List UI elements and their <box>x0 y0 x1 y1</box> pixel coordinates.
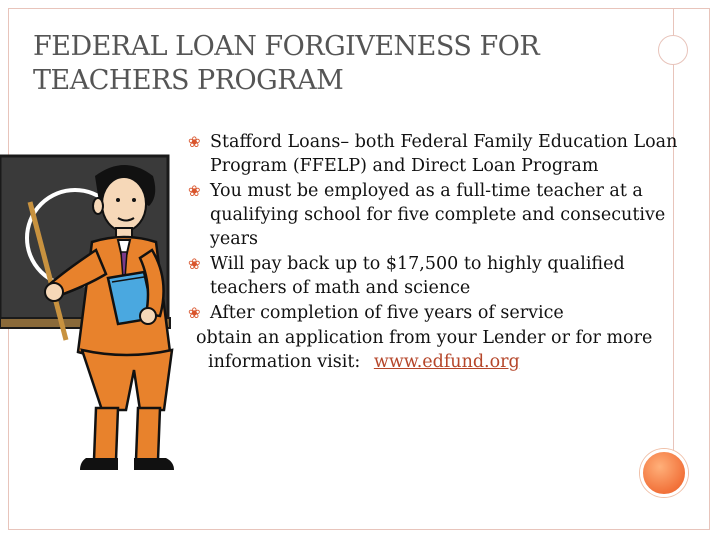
decorative-orange-dot-icon <box>640 449 688 497</box>
bullet-list <box>190 130 690 375</box>
teacher-illustration <box>0 150 190 490</box>
flower-bullet-icon: ❀ <box>188 304 201 322</box>
bullet-text: You must be employed as a full-time teacher at a qualifying school for five complete and consecutive years <box>210 181 666 249</box>
bullet-item <box>190 252 690 300</box>
continuation-paragraph <box>190 326 690 374</box>
flower-bullet-icon: ❀ <box>188 182 201 200</box>
slide-title <box>33 30 633 98</box>
decorative-ring-icon <box>658 35 688 65</box>
bullet-item <box>190 130 690 178</box>
edfund-link[interactable]: www.edfund.org <box>373 352 520 372</box>
bullet-text: After completion of five years of service <box>210 303 564 323</box>
title-line-2: TEACHERS PROGRAM <box>33 65 344 96</box>
bullet-text: Will pay back up to $17,500 to highly qualified teachers of math and science <box>210 254 625 298</box>
bullet-item <box>190 301 690 325</box>
title-line-1: FEDERAL LOAN FORGIVENESS FOR <box>33 31 540 62</box>
continuation-text: obtain an application from your Lender or for more information visit: <box>196 328 653 372</box>
flower-bullet-icon: ❀ <box>188 255 201 273</box>
bullet-text: Stafford Loans– both Federal Family Education Loan Program (FFELP) and Direct Loan Program <box>210 132 678 176</box>
bullet-item <box>190 179 690 251</box>
flower-bullet-icon: ❀ <box>188 133 201 151</box>
